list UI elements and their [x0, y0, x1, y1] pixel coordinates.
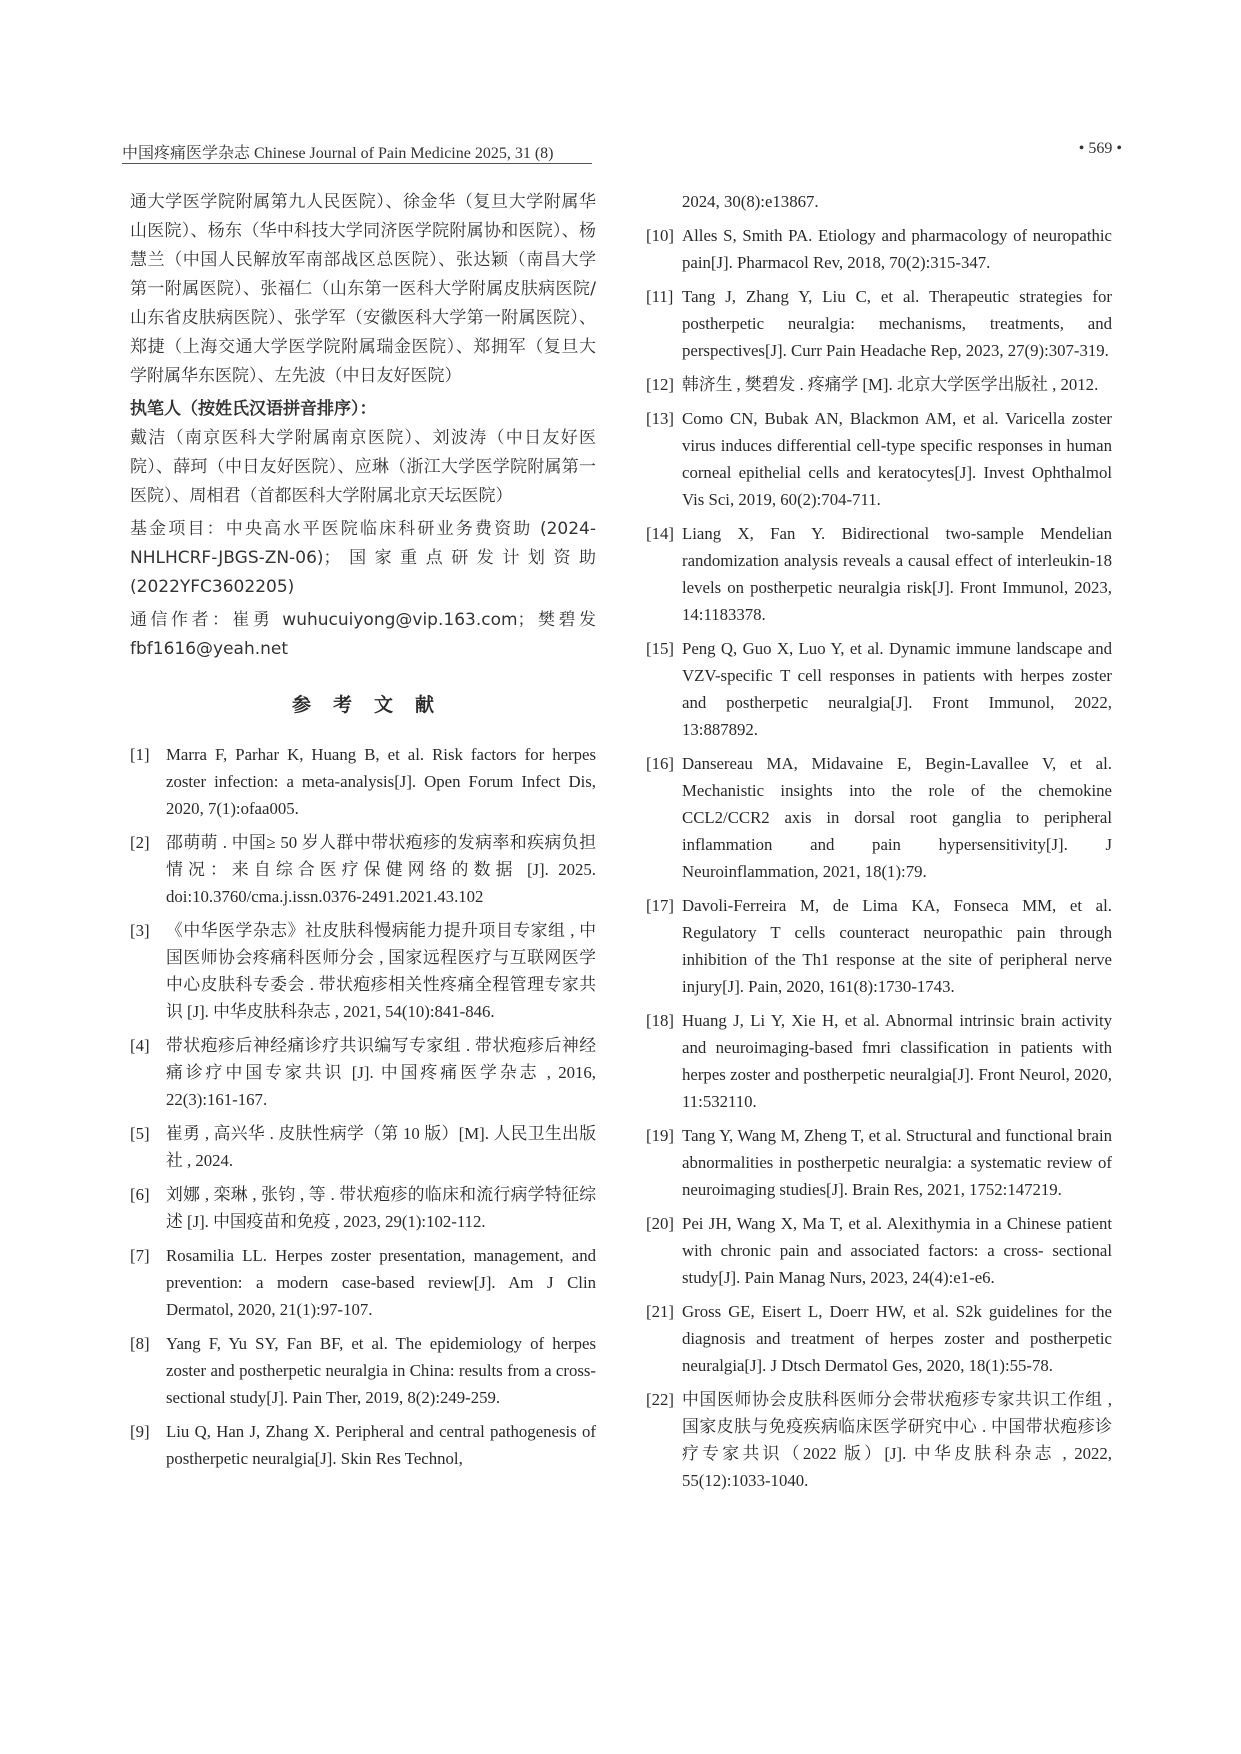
journal-title: 中国疼痛医学杂志 Chinese Journal of Pain Medicine 2025, 31 (8)	[122, 145, 554, 162]
reference-text: Yang F, Yu SY, Fan BF, et al. The epidemiology of herpes zoster and postherpetic neuralgia in China: results from a cross-sectional study[J]. Pain Ther, 2019, 8(2):249-259.	[166, 1334, 596, 1407]
reference-number: [5]	[130, 1124, 150, 1143]
reference-text: 韩济生 , 樊碧发 . 疼痛学 [M]. 北京大学医学出版社 , 2012.	[682, 375, 1099, 394]
reference-text: Rosamilia LL. Herpes zoster presentation, management, and prevention: a modern case-based review[J]. Am J Clin Dermatol, 2020, 21(1):97-107.	[166, 1246, 596, 1319]
reference-item	[646, 1122, 1112, 1203]
reference-number: [3]	[130, 921, 150, 940]
reference-text: Pei JH, Wang X, Ma T, et al. Alexithymia in a Chinese patient with chronic pain and associated factors: a cross- sectional study[J]. Pain Manag Nurs, 2023, 24(4):e1-e6.	[682, 1214, 1112, 1287]
writers-list: 戴洁（南京医科大学附属南京医院）、刘波涛（中日友好医院）、薛珂（中日友好医院）、应琳（浙江大学医学院附属第一医院）、周相君（首都医科大学附属北京天坛医院）	[130, 428, 596, 506]
reference-text: 邵萌萌 . 中国≥ 50 岁人群中带状疱疹的发病率和疾病负担情况：来自综合医疗保健网络的数据 [J]. 2025. doi:10.3760/cma.j.issn.0376-2491.2021.43.102	[166, 833, 596, 906]
reference-item	[130, 1418, 596, 1472]
correspondence-note: 通信作者：崔勇 wuhucuiyong@vip.163.com；樊碧发 fbf1616@yeah.net	[130, 610, 596, 659]
reference-item	[646, 635, 1112, 743]
reference-item	[646, 1298, 1112, 1379]
reference-text: 带状疱疹后神经痛诊疗共识编写专家组 . 带状疱疹后神经痛诊疗中国专家共识 [J]. 中国疼痛医学杂志 , 2016, 22(3):161-167.	[166, 1036, 596, 1109]
references-list-right	[646, 222, 1112, 1494]
reference-text: Marra F, Parhar K, Huang B, et al. Risk factors for herpes zoster infection: a meta-analysis[J]. Open Forum Infect Dis, 2020, 7(1):ofaa005.	[166, 745, 596, 818]
reference-item	[130, 1120, 596, 1174]
reference-9-continued: 2024, 30(8):e13867.	[682, 192, 819, 211]
reference-text: Liang X, Fan Y. Bidirectional two-sample Mendelian randomization analysis reveals a causal effect of interleukin-18 levels on postherpetic neuralgia risk[J]. Front Immunol, 2023, 14:1183378.	[682, 524, 1112, 624]
reference-number: [14]	[646, 524, 674, 543]
reference-item	[646, 405, 1112, 513]
reference-item	[646, 1007, 1112, 1115]
reference-text: Liu Q, Han J, Zhang X. Peripheral and central pathogenesis of postherpetic neuralgia[J]. Skin Res Technol,	[166, 1422, 596, 1468]
reference-text: Davoli-Ferreira M, de Lima KA, Fonseca MM, et al. Regulatory T cells counteract neuropathic pain through inhibition of the Th1 response at the site of peripheral nerve injury[J]. Pain, 2020, 161(8):1730-1743.	[682, 896, 1112, 996]
reference-number: [2]	[130, 833, 150, 852]
writers-heading: 执笔人（按姓氏汉语拼音排序）：	[130, 399, 377, 419]
reference-item	[646, 1386, 1112, 1494]
reference-text: 《中华医学杂志》社皮肤科慢病能力提升项目专家组 , 中国医师协会疼痛科医师分会 , 国家远程医疗与互联网医学中心皮肤科专委会 . 带状疱疹相关性疼痛全程管理专家共识 [J]. 中华皮肤科杂志 , 2021, 54(10):841-846.	[166, 921, 596, 1021]
reference-item	[130, 829, 596, 910]
reference-text: Gross GE, Eisert L, Doerr HW, et al. S2k guidelines for the diagnosis and treatment of herpes zoster and postherpetic neuralgia[J]. J Dtsch Dermatol Ges, 2020, 18(1):55-78.	[682, 1302, 1112, 1375]
reference-number: [19]	[646, 1126, 674, 1145]
reference-item	[130, 1032, 596, 1113]
reference-text: Alles S, Smith PA. Etiology and pharmacology of neuropathic pain[J]. Pharmacol Rev, 2018, 70(2):315-347.	[682, 226, 1112, 272]
reference-text: Peng Q, Guo X, Luo Y, et al. Dynamic immune landscape and VZV-specific T cell responses in patients with herpes zoster and postherpetic neuralgia[J]. Front Immunol, 2022, 13:887892.	[682, 639, 1112, 739]
reference-item	[646, 892, 1112, 1000]
reference-number: [22]	[646, 1390, 674, 1409]
page-number: • 569 •	[1078, 140, 1122, 157]
references-title: 参考文献	[291, 694, 456, 716]
reference-number: [10]	[646, 226, 674, 245]
reference-item	[130, 917, 596, 1025]
reference-number: [15]	[646, 639, 674, 658]
reference-text: 中国医师协会皮肤科医师分会带状疱疹专家共识工作组 , 国家皮肤与免疫疾病临床医学研究中心 . 中国带状疱疹诊疗专家共识（2022 版）[J]. 中华皮肤科杂志 , 2022, 55(12):1033-1040.	[682, 1390, 1112, 1490]
reference-item	[646, 750, 1112, 885]
reference-item	[130, 1181, 596, 1235]
reference-number: [17]	[646, 896, 674, 915]
reference-text: 刘娜 , 栾琳 , 张钧 , 等 . 带状疱疹的临床和流行病学特征综述 [J]. 中国疫苗和免疫 , 2023, 29(1):102-112.	[166, 1185, 596, 1231]
reference-item	[130, 1242, 596, 1323]
reference-text: Tang J, Zhang Y, Liu C, et al. Therapeutic strategies for postherpetic neuralgia: mechanisms, treatments, and perspectives[J]. Curr Pain Headache Rep, 2023, 27(9):307-319.	[682, 287, 1112, 360]
reference-number: [18]	[646, 1011, 674, 1030]
reference-item	[646, 1210, 1112, 1291]
reference-item	[646, 520, 1112, 628]
reference-number: [9]	[130, 1422, 150, 1441]
reference-number: [4]	[130, 1036, 150, 1055]
reference-text: Huang J, Li Y, Xie H, et al. Abnormal intrinsic brain activity and neuroimaging-based fmri classification in patients with herpes zoster and postherpetic neuralgia[J]. Front Neurol, 2020, 11:532110.	[682, 1011, 1112, 1111]
reference-item	[646, 222, 1112, 276]
reference-item	[130, 741, 596, 822]
reference-item	[646, 371, 1112, 398]
reference-text: 崔勇 , 高兴华 . 皮肤性病学（第 10 版）[M]. 人民卫生出版社 , 2024.	[166, 1124, 596, 1170]
reference-number: [12]	[646, 375, 674, 394]
reference-item	[130, 1330, 596, 1411]
header-rule	[122, 163, 592, 164]
reference-number: [20]	[646, 1214, 674, 1233]
references-list-left	[130, 741, 596, 1472]
reference-number: [13]	[646, 409, 674, 428]
reference-number: [8]	[130, 1334, 150, 1353]
right-column	[646, 188, 1112, 1501]
reference-text: Tang Y, Wang M, Zheng T, et al. Structural and functional brain abnormalities in postherpetic neuralgia: a systematic review of neuroimaging studies[J]. Brain Res, 2021, 1752:147219.	[682, 1126, 1112, 1199]
reference-number: [6]	[130, 1185, 150, 1204]
reference-text: Como CN, Bubak AN, Blackmon AM, et al. Varicella zoster virus induces differential cell-type specific responses in human corneal epithelial cells and keratocytes[J]. Invest Ophthalmol Vis Sci, 2019, 60(2):704-711.	[682, 409, 1112, 509]
reference-number: [1]	[130, 745, 150, 764]
experts-list-continued: 通大学医学院附属第九人民医院）、徐金华（复旦大学附属华山医院）、杨东（华中科技大学同济医学院附属协和医院）、杨慧兰（中国人民解放军南部战区总医院）、张达颖（南昌大学第一附属医院）、张福仁（山东第一医科大学附属皮肤病医院/山东省皮肤病医院）、张学军（安徽医科大学第一附属医院）、郑捷（上海交通大学医学院附属瑞金医院）、郑拥军（复旦大学附属华东医院）、左先波（中日友好医院）	[130, 192, 596, 386]
reference-number: [21]	[646, 1302, 674, 1321]
reference-number: [16]	[646, 754, 674, 773]
reference-text: Dansereau MA, Midavaine E, Begin-Lavallee V, et al. Mechanistic insights into the role of the chemokine CCL2/CCR2 axis in dorsal root ganglia to peripheral inflammation and pain hypersensitivity[J]. J Neuroinflammation, 2021, 18(1):79.	[682, 754, 1112, 881]
reference-number: [7]	[130, 1246, 150, 1265]
reference-number: [11]	[646, 287, 674, 306]
left-column	[130, 188, 596, 1479]
funding-note: 基金项目：中央高水平医院临床科研业务费资助 (2024-NHLHCRF-JBGS-ZN-06)；国家重点研发计划资助 (2022YFC3602205)	[130, 519, 596, 597]
reference-item	[646, 283, 1112, 364]
